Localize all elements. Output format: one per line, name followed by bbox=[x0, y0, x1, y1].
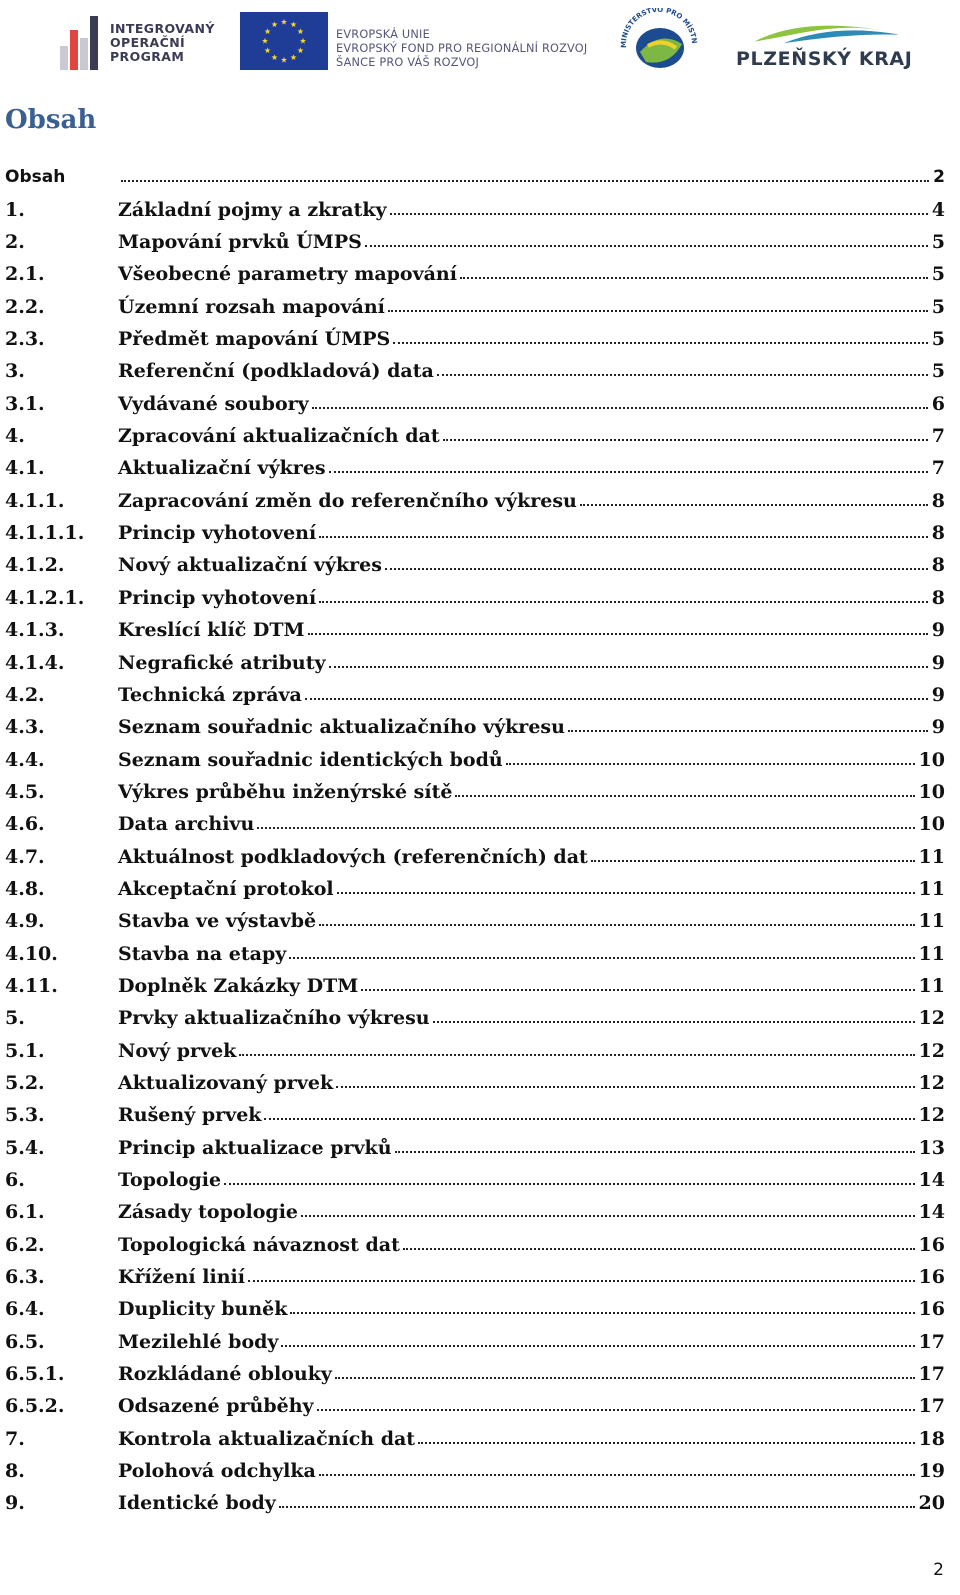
toc-entry-number: 6.5.2. bbox=[5, 1395, 65, 1418]
toc-entry-page: 7 bbox=[931, 425, 945, 448]
toc-leader-dots bbox=[319, 1474, 915, 1476]
toc-entry[interactable] bbox=[5, 1191, 945, 1223]
toc-entry-number: 4.1.4. bbox=[5, 651, 65, 674]
toc-entry-title: Křížení linií bbox=[118, 1266, 245, 1289]
toc-entry-title: Topologie bbox=[118, 1169, 222, 1191]
toc-entry[interactable] bbox=[5, 1353, 945, 1385]
toc-entry-number: 4.1.1.1. bbox=[5, 522, 85, 545]
toc-entry-title: Mapování prvků ÚMPS bbox=[118, 231, 362, 254]
toc-entry-page: 10 bbox=[918, 748, 945, 771]
toc-entry-title: Seznam souřadnic aktualizačního výkresu bbox=[118, 716, 565, 739]
toc-entry-page: 12 bbox=[918, 1039, 945, 1062]
toc-entry[interactable] bbox=[5, 576, 945, 608]
toc-entry-page: 12 bbox=[918, 1007, 945, 1030]
toc-entry[interactable] bbox=[5, 900, 945, 932]
toc-leader-dots bbox=[308, 633, 928, 635]
toc-entry-title: Všeobecné parametry mapování bbox=[118, 263, 457, 286]
toc-entry-title: Aktualizovaný prvek bbox=[118, 1071, 334, 1094]
toc-leader-dots bbox=[393, 342, 928, 344]
toc-entry-number: 2. bbox=[5, 231, 25, 254]
toc-leader-dots bbox=[121, 180, 929, 182]
toc-entry-number: 5.2. bbox=[5, 1071, 45, 1094]
toc-entry-title: Akceptační protokol bbox=[118, 877, 334, 900]
toc-entry[interactable] bbox=[5, 544, 945, 576]
toc-entry-title: Negrafické atributy bbox=[118, 651, 326, 674]
toc-entry-page: 20 bbox=[918, 1492, 945, 1515]
toc-entry[interactable] bbox=[5, 1256, 945, 1288]
toc-entry[interactable] bbox=[5, 188, 945, 220]
toc-entry[interactable] bbox=[5, 221, 945, 253]
toc-entry[interactable] bbox=[5, 868, 945, 900]
toc-leader-dots bbox=[337, 892, 915, 894]
toc-entry-number: 2.1. bbox=[5, 263, 45, 286]
toc-entry-page: 17 bbox=[918, 1330, 945, 1353]
toc-leader-dots bbox=[460, 277, 928, 279]
toc-entry-title: Rušený prvek bbox=[118, 1104, 262, 1127]
toc-entry-page: 2 bbox=[933, 167, 945, 188]
toc-leader-dots bbox=[395, 1151, 915, 1153]
toc-entry-number: 5. bbox=[5, 1007, 25, 1030]
toc-entry-number: 4.1.2. bbox=[5, 554, 65, 577]
toc-entry-number: 8. bbox=[5, 1460, 25, 1483]
toc-leader-dots bbox=[390, 213, 928, 215]
toc-entry-title: Stavba ve výstavbě bbox=[118, 910, 317, 933]
toc-entry-page: 5 bbox=[931, 295, 945, 318]
toc-leader-dots bbox=[279, 1506, 915, 1508]
toc-entry[interactable] bbox=[5, 382, 945, 414]
toc-entry-page: 16 bbox=[918, 1266, 945, 1289]
toc-entry[interactable] bbox=[5, 609, 945, 641]
toc-entry[interactable] bbox=[5, 479, 945, 511]
toc-entry-number: 5.3. bbox=[5, 1104, 45, 1127]
toc-entry-number: 6.2. bbox=[5, 1233, 45, 1256]
toc-entry[interactable] bbox=[5, 512, 945, 544]
toc-entry[interactable] bbox=[5, 835, 945, 867]
toc-leader-dots bbox=[403, 1248, 915, 1250]
toc-entry-number: 4.9. bbox=[5, 910, 45, 933]
svg-text:MINISTERSTVO PRO MÍSTNÍ ROZVOJ: MINISTERSTVO PRO MÍSTN bbox=[619, 8, 699, 49]
toc-entry-title: Zpracování aktualizačních dat bbox=[118, 425, 440, 448]
toc-entry-number: 6.4. bbox=[5, 1298, 45, 1321]
toc-leader-dots bbox=[329, 471, 928, 473]
toc-entry-title: Zapracování změn do referenčního výkresu bbox=[118, 489, 577, 512]
toc-leader-dots bbox=[224, 1183, 914, 1185]
page-title: Obsah bbox=[5, 105, 97, 135]
toc-entry-page: 7 bbox=[931, 457, 945, 480]
toc-entry-title: Kontrola aktualizačních dat bbox=[118, 1427, 416, 1450]
toc-entry[interactable] bbox=[5, 641, 945, 673]
mmr-emblem-icon bbox=[616, 8, 702, 74]
toc-leader-dots bbox=[319, 924, 914, 926]
toc-entry-page: 4 bbox=[931, 198, 945, 221]
toc-leader-dots bbox=[239, 1054, 914, 1056]
toc-entry-number: 4.10. bbox=[5, 942, 58, 965]
toc-entry-title: Základní pojmy a zkratky bbox=[118, 198, 387, 221]
toc-entry-page: 8 bbox=[931, 522, 945, 545]
toc-entry-number: 6.1. bbox=[5, 1201, 45, 1224]
toc-entry[interactable] bbox=[5, 803, 945, 835]
toc-entry-title: Aktuálnost podkladových (referenčních) dat bbox=[118, 845, 588, 868]
toc-entry-page: 16 bbox=[918, 1233, 945, 1256]
iop-logo-text: INTEGROVANÝ OPERAČNÍ PROGRAM bbox=[110, 21, 215, 64]
toc-entry[interactable] bbox=[5, 156, 945, 188]
table-of-contents bbox=[5, 156, 945, 1514]
toc-leader-dots bbox=[248, 1280, 915, 1282]
toc-leader-dots bbox=[305, 698, 928, 700]
toc-entry-page: 5 bbox=[931, 360, 945, 383]
toc-entry-number: 7. bbox=[5, 1427, 25, 1450]
toc-entry-page: 9 bbox=[931, 716, 945, 739]
toc-leader-dots bbox=[506, 763, 915, 765]
toc-entry[interactable] bbox=[5, 1450, 945, 1482]
toc-entry-title: Rozkládané oblouky bbox=[118, 1363, 332, 1386]
toc-entry-number: Obsah bbox=[5, 167, 66, 188]
toc-entry-number: 4.3. bbox=[5, 716, 45, 739]
toc-entry-number: 5.4. bbox=[5, 1136, 45, 1159]
toc-entry[interactable] bbox=[5, 350, 945, 382]
toc-entry-number: 4.5. bbox=[5, 780, 45, 803]
toc-entry[interactable] bbox=[5, 1288, 945, 1320]
toc-entry-title: Kreslící klíč DTM bbox=[118, 619, 305, 642]
toc-entry-page: 10 bbox=[918, 813, 945, 836]
toc-entry-page: 11 bbox=[918, 974, 945, 997]
toc-entry-number: 4.2. bbox=[5, 683, 45, 706]
toc-leader-dots bbox=[365, 245, 928, 247]
toc-entry-number: 4. bbox=[5, 425, 25, 448]
toc-entry-number: 4.1.3. bbox=[5, 619, 65, 642]
toc-entry[interactable] bbox=[5, 447, 945, 479]
toc-entry-page: 5 bbox=[931, 231, 945, 254]
toc-entry-page: 9 bbox=[931, 683, 945, 706]
toc-entry[interactable] bbox=[5, 1062, 945, 1094]
toc-entry[interactable] bbox=[5, 771, 945, 803]
plzensky-kraj-hills-icon bbox=[736, 16, 916, 50]
toc-entry-page: 5 bbox=[931, 328, 945, 351]
eu-logo bbox=[240, 12, 600, 72]
toc-entry[interactable] bbox=[5, 1320, 945, 1352]
toc-entry-title: Odsazené průběhy bbox=[118, 1395, 314, 1418]
toc-entry-title: Polohová odchylka bbox=[118, 1460, 316, 1483]
toc-leader-dots bbox=[361, 989, 914, 991]
toc-entry-title: Vydávané soubory bbox=[118, 392, 309, 415]
toc-entry-number: 4.6. bbox=[5, 813, 45, 836]
toc-entry-page: 8 bbox=[931, 489, 945, 512]
toc-entry-title: Doplněk Zakázky DTM bbox=[118, 974, 359, 997]
toc-entry-page: 14 bbox=[918, 1169, 945, 1191]
toc-entry-title: Výkres průběhu inženýrské sítě bbox=[118, 780, 453, 803]
toc-entry-number: 6. bbox=[5, 1169, 25, 1191]
toc-entry-number: 4.4. bbox=[5, 748, 45, 771]
toc-entry[interactable] bbox=[5, 674, 945, 706]
toc-leader-dots bbox=[568, 730, 928, 732]
toc-entry-title: Princip aktualizace prvků bbox=[118, 1136, 392, 1159]
toc-entry-title: Princip vyhotovení bbox=[118, 522, 317, 545]
toc-leader-dots bbox=[319, 536, 928, 538]
page-number: 2 bbox=[933, 1560, 944, 1580]
toc-leader-dots bbox=[289, 957, 914, 959]
toc-entry[interactable] bbox=[5, 1159, 945, 1191]
toc-entry-page: 19 bbox=[918, 1460, 945, 1483]
toc-entry-page: 18 bbox=[918, 1427, 945, 1450]
toc-entry-title: Prvky aktualizačního výkresu bbox=[118, 1007, 430, 1030]
toc-entry-page: 12 bbox=[918, 1071, 945, 1094]
toc-entry[interactable] bbox=[5, 965, 945, 997]
toc-leader-dots bbox=[437, 374, 928, 376]
toc-entry-page: 8 bbox=[931, 554, 945, 577]
toc-entry-number: 6.5.1. bbox=[5, 1363, 65, 1386]
toc-entry-title: Zásady topologie bbox=[118, 1201, 299, 1224]
toc-entry[interactable] bbox=[5, 1482, 945, 1514]
toc-entry-number: 3.1. bbox=[5, 392, 45, 415]
toc-leader-dots bbox=[281, 1345, 914, 1347]
iop-logo bbox=[60, 12, 230, 70]
toc-entry-number: 4.7. bbox=[5, 845, 45, 868]
toc-entry-title: Technická zpráva bbox=[118, 683, 302, 706]
toc-entry[interactable] bbox=[5, 1223, 945, 1255]
toc-entry[interactable] bbox=[5, 285, 945, 317]
toc-entry-page: 14 bbox=[918, 1201, 945, 1224]
toc-entry-title: Seznam souřadnic identických bodů bbox=[118, 748, 503, 771]
toc-entry[interactable] bbox=[5, 932, 945, 964]
toc-entry-page: 6 bbox=[931, 392, 945, 415]
toc-entry-title: Stavba na etapy bbox=[118, 942, 287, 965]
toc-leader-dots bbox=[385, 568, 928, 570]
toc-entry-number: 2.2. bbox=[5, 295, 45, 318]
toc-entry-number: 4.1. bbox=[5, 457, 45, 480]
toc-entry-number: 4.1.2.1. bbox=[5, 586, 85, 609]
toc-entry-title: Nový prvek bbox=[118, 1039, 237, 1062]
toc-entry-page: 11 bbox=[918, 910, 945, 933]
toc-entry-page: 11 bbox=[918, 845, 945, 868]
toc-entry-page: 5 bbox=[931, 263, 945, 286]
toc-entry-title: Referenční (podkladová) data bbox=[118, 360, 434, 383]
toc-entry[interactable] bbox=[5, 738, 945, 770]
toc-entry[interactable] bbox=[5, 415, 945, 447]
toc-entry-number: 9. bbox=[5, 1492, 25, 1515]
toc-entry-title: Duplicity buněk bbox=[118, 1298, 288, 1321]
toc-entry[interactable] bbox=[5, 253, 945, 285]
eu-flag-icon bbox=[240, 12, 328, 70]
toc-entry[interactable] bbox=[5, 1094, 945, 1126]
toc-entry-page: 8 bbox=[931, 586, 945, 609]
toc-entry-page: 11 bbox=[918, 877, 945, 900]
toc-entry-title: Identické body bbox=[118, 1492, 276, 1515]
toc-leader-dots bbox=[336, 1086, 914, 1088]
toc-entry-page: 11 bbox=[918, 942, 945, 965]
toc-entry-page: 10 bbox=[918, 780, 945, 803]
toc-entry[interactable] bbox=[5, 1417, 945, 1449]
toc-entry[interactable] bbox=[5, 706, 945, 738]
toc-leader-dots bbox=[317, 1409, 915, 1411]
toc-entry-number: 6.5. bbox=[5, 1330, 45, 1353]
toc-entry-number: 4.11. bbox=[5, 974, 58, 997]
toc-entry[interactable] bbox=[5, 1029, 945, 1061]
toc-entry-title: Mezilehlé body bbox=[118, 1330, 279, 1353]
toc-entry-title: Data archivu bbox=[118, 813, 255, 836]
header-logos bbox=[0, 8, 960, 76]
toc-entry[interactable] bbox=[5, 1126, 945, 1158]
toc-entry-page: 17 bbox=[918, 1395, 945, 1418]
toc-leader-dots bbox=[329, 666, 928, 668]
toc-entry[interactable] bbox=[5, 1385, 945, 1417]
toc-leader-dots bbox=[591, 860, 915, 862]
toc-entry-page: 9 bbox=[931, 619, 945, 642]
toc-leader-dots bbox=[264, 1118, 914, 1120]
toc-entry-title: Územní rozsah mapování bbox=[118, 295, 385, 318]
toc-leader-dots bbox=[580, 504, 928, 506]
toc-leader-dots bbox=[418, 1442, 914, 1444]
toc-entry-number: 4.1.1. bbox=[5, 489, 65, 512]
toc-entry-number: 6.3. bbox=[5, 1266, 45, 1289]
toc-entry-number: 1. bbox=[5, 198, 25, 221]
plzensky-kraj-text: PLZEŇSKÝ KRAJ bbox=[736, 48, 913, 70]
toc-leader-dots bbox=[319, 601, 928, 603]
toc-leader-dots bbox=[312, 407, 928, 409]
toc-leader-dots bbox=[388, 310, 928, 312]
toc-entry-title: Princip vyhotovení bbox=[118, 586, 317, 609]
toc-entry-page: 12 bbox=[918, 1104, 945, 1127]
toc-entry-page: 17 bbox=[918, 1363, 945, 1386]
toc-entry-number: 3. bbox=[5, 360, 25, 383]
toc-entry-page: 13 bbox=[918, 1136, 945, 1159]
toc-leader-dots bbox=[290, 1312, 914, 1314]
toc-leader-dots bbox=[455, 795, 914, 797]
toc-entry-title: Topologická návaznost dat bbox=[118, 1233, 400, 1256]
toc-entry-title: Předmět mapování ÚMPS bbox=[118, 328, 391, 351]
toc-entry[interactable] bbox=[5, 318, 945, 350]
toc-entry[interactable] bbox=[5, 997, 945, 1029]
eu-logo-text: EVROPSKÁ UNIE EVROPSKÝ FOND PRO REGIONÁLNÍ ROZVOJ ŠANCE PRO VÁŠ ROZVOJ bbox=[336, 28, 588, 69]
toc-entry-title: Nový aktualizační výkres bbox=[118, 554, 382, 577]
toc-entry-number: 2.3. bbox=[5, 328, 45, 351]
toc-leader-dots bbox=[443, 439, 928, 441]
toc-leader-dots bbox=[433, 1021, 915, 1023]
toc-leader-dots bbox=[301, 1215, 915, 1217]
iop-bars-icon bbox=[60, 12, 104, 70]
mmr-logo bbox=[616, 8, 702, 74]
plzensky-kraj-logo bbox=[736, 16, 916, 76]
toc-entry-number: 4.8. bbox=[5, 877, 45, 900]
toc-entry-page: 9 bbox=[931, 651, 945, 674]
toc-entry-number: 5.1. bbox=[5, 1039, 45, 1062]
toc-entry-page: 16 bbox=[918, 1298, 945, 1321]
toc-leader-dots bbox=[257, 827, 914, 829]
toc-entry-title: Aktualizační výkres bbox=[118, 457, 326, 480]
toc-leader-dots bbox=[335, 1377, 915, 1379]
